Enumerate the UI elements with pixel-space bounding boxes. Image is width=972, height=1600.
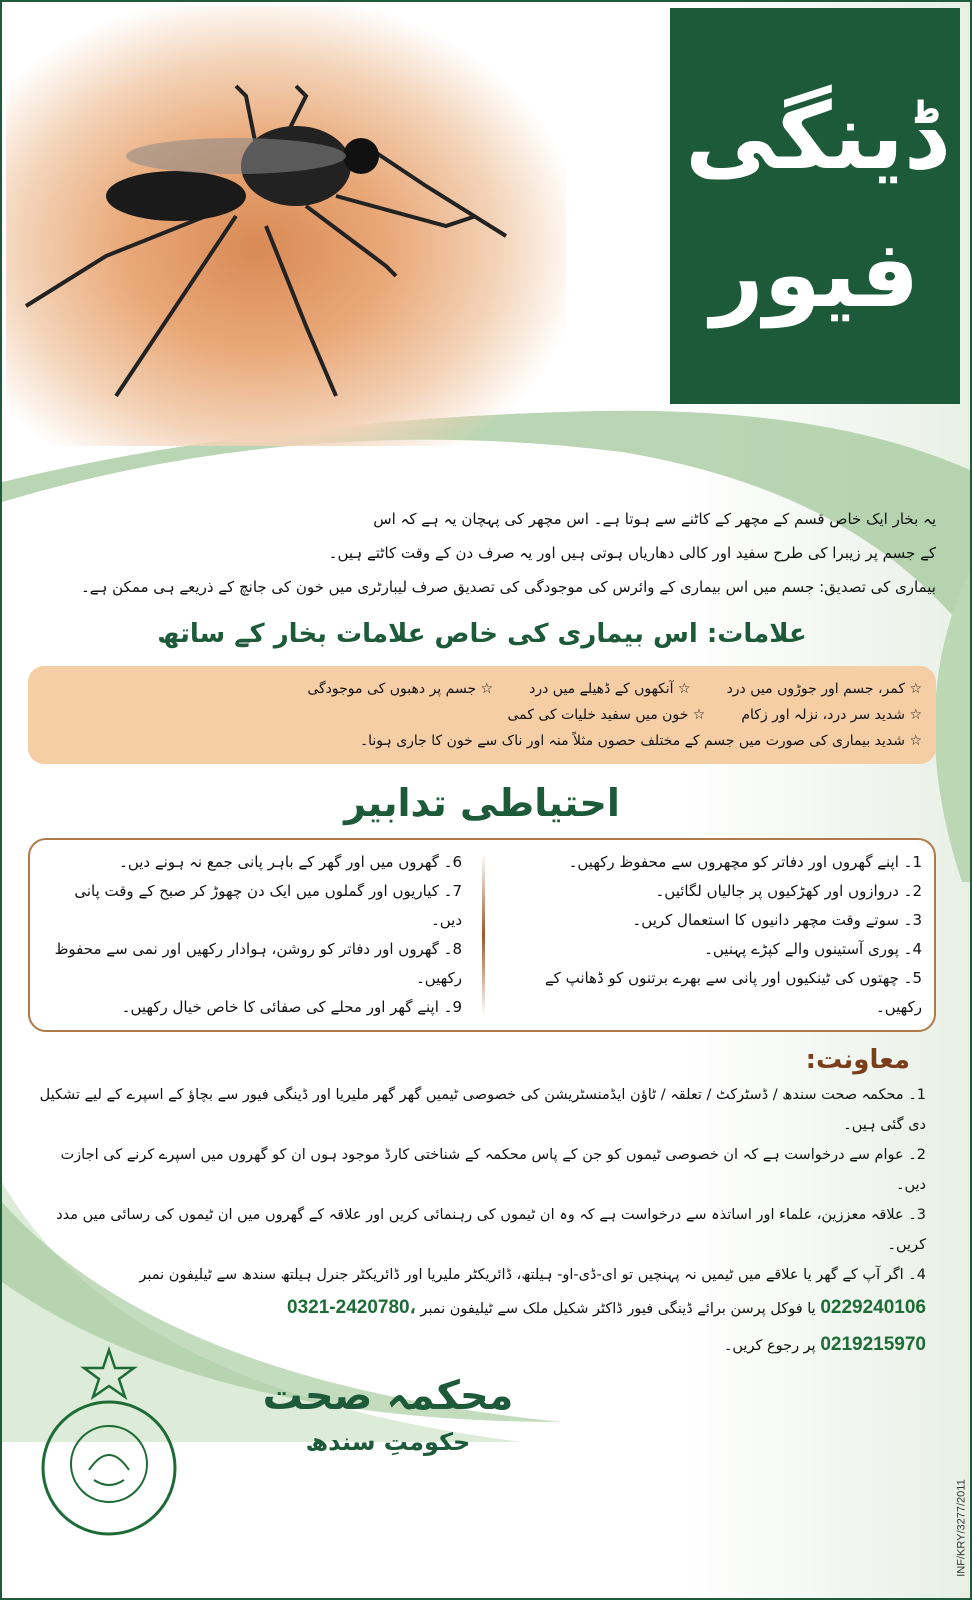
symptom-item: ☆ شدید سر درد، نزلہ اور زکام	[741, 707, 922, 723]
diagnosis-text: بیماری کی تصدیق: جسم میں اس بیماری کے وائرس کی موجودگی کی تصدیق صرف لیبارٹری میں خون کی جانچ کے ذریعے ہی ممکن ہے۔	[81, 578, 936, 596]
precaution-item: 4۔ پوری آستینوں والے کپڑے پہنیں۔	[704, 940, 922, 958]
symptom-item: ☆ خون میں سفید خلیات کی کمی	[507, 707, 706, 723]
symptom-item: ☆ جسم پر دھبوں کی موجودگی	[307, 681, 494, 697]
contact-line	[28, 1327, 926, 1364]
department-block	[228, 1368, 548, 1460]
reference-number: INF/KRY/3277/2011	[955, 1479, 968, 1577]
precaution-item: 1۔ اپنے گھروں اور دفاتر کو مچھروں سے محفوظ رکھیں۔	[568, 853, 922, 871]
contact-text: پر رجوع کریں۔	[723, 1338, 816, 1354]
symptom-item: ☆ آنکھوں کے ڈھیلے میں درد	[529, 681, 691, 697]
precautions-column-left	[42, 848, 462, 1022]
department-name: محکمہ صحت	[262, 1373, 514, 1419]
title-dengue: ڈینگی	[685, 83, 945, 190]
intro-line: کے جسم پر زیبرا کی طرح سفید اور کالی دھاریاں ہوتی ہیں اور یہ صرف دن کے وقت کاٹتے ہیں۔	[328, 544, 936, 562]
symptoms-title: اس بیماری کی خاص علامات بخار کے ساتھ	[157, 619, 698, 649]
symptoms-heading	[28, 614, 936, 654]
government-name: حکومتِ سندھ	[305, 1428, 471, 1456]
content-column	[28, 502, 936, 1498]
precaution-item: 6۔ گھروں میں اور گھر کے باہر پانی جمع نہ ہونے دیں۔	[119, 853, 462, 871]
footer-area	[28, 1368, 936, 1498]
precaution-item: 8۔ گھروں اور دفاتر کو روشن، ہوادار رکھیں اور نمی سے محفوظ رکھیں۔	[54, 940, 462, 987]
assistance-item: 2۔ عوام سے درخواست ہے کہ ان خصوصی ٹیموں کو جن کے پاس محکمہ کے شناختی کارڈ موجود ہوں ان کو گھروں میں اسپرے کرنے کی اجازت دیں۔	[60, 1147, 926, 1193]
precautions-box	[28, 838, 936, 1032]
precaution-item: 5۔ چھتوں کی ٹینکیوں اور پانی سے بھرے برتنوں کو ڈھانپ کے رکھیں۔	[544, 969, 922, 1016]
column-divider	[482, 854, 485, 1016]
symptom-item: ☆ شدید بیماری کی صورت میں جسم کے مختلف حصوں مثلاً منہ اور ناک سے خون کا جاری ہونا۔	[359, 733, 922, 749]
precaution-item: 7۔ کیاریوں اور گملوں میں ایک دن چھوڑ کر صبح کے وقت پانی دیں۔	[74, 882, 462, 929]
assistance-list	[28, 1080, 926, 1364]
phone-number: 0219215970	[820, 1334, 926, 1355]
intro-text	[28, 502, 936, 604]
precautions-heading: احتیاطی تدابیر	[344, 781, 620, 825]
symptoms-box	[28, 666, 936, 764]
title-banner	[670, 8, 960, 404]
assistance-item: 3۔ علاقہ معززین، علماء اور اساتذہ سے درخواست ہے کہ وہ ان ٹیموں کی رہنمائی کریں اور علاقہ کے گھروں میں ان ٹیموں کی رسائی میں مدد کریں۔	[56, 1207, 926, 1253]
contact-line	[28, 1290, 926, 1327]
contact-text: یا فوکل پرسن برائے ڈینگی فیور ڈاکٹر شکیل ملک سے ٹیلیفون نمبر	[420, 1301, 816, 1317]
intro-line: یہ بخار ایک خاص قسم کے مچھر کے کاٹنے سے ہوتا ہے۔ اس مچھر کی پہچان یہ ہے کہ اس	[373, 510, 936, 528]
assistance-heading: معاونت:	[805, 1045, 910, 1075]
assistance-item: 4۔ اگر آپ کے گھر یا علاقے میں ٹیمیں نہ پہنچیں تو ای-ڈی-او- ہیلتھ، ڈائریکٹر ملیریا اور ڈائریکٹر جنرل ہیلتھ سندھ سے ٹیلیفون نمبر	[139, 1267, 926, 1283]
precaution-item: 2۔ دروازوں اور کھڑکیوں پر جالیاں لگائیں۔	[655, 882, 922, 900]
mosquito-icon	[6, 6, 566, 446]
assistance-item: 1۔ محکمہ صحت سندھ / ڈسٹرکٹ / تعلقہ / ٹاؤن ایڈمنسٹریشن کی خصوصی ٹیمیں گھر گھر ملیریا اور ڈینگی فیور سے بچاؤ کے اسپرے کے لیے تشکیل دی گئی ہیں۔	[39, 1087, 926, 1133]
symptoms-label: علامات:	[706, 619, 807, 649]
phone-number: 0229240106	[820, 1297, 926, 1318]
precaution-item: 3۔ سوتے وقت مچھر دانیوں کا استعمال کریں۔	[632, 911, 922, 929]
precautions-column-right	[502, 848, 922, 1022]
phone-number: 0321-2420780،	[287, 1297, 416, 1318]
precaution-item: 9۔ اپنے گھر اور محلے کی صفائی کا خاص خیال رکھیں۔	[121, 998, 462, 1016]
title-fever: فیور	[710, 221, 920, 328]
mosquito-photo	[6, 6, 566, 446]
symptom-item: ☆ کمر، جسم اور جوڑوں میں درد	[726, 681, 922, 697]
